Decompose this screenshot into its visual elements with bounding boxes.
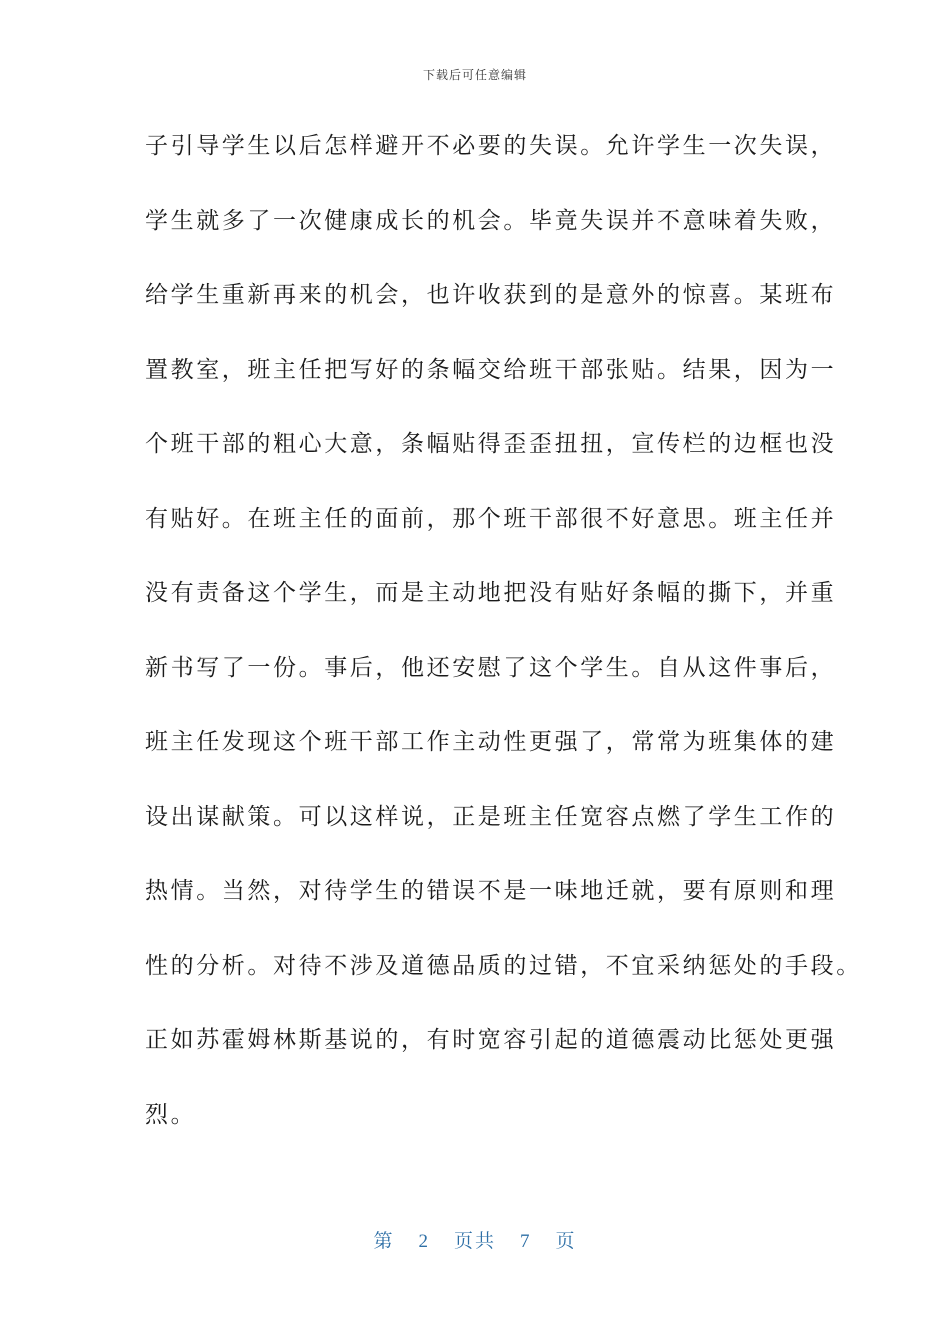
text-line-1: 子引导学生以后怎样避开不必要的失误。允许学生一次失误，: [145, 133, 837, 159]
page-footer: [0, 1226, 950, 1253]
text-line-13: 正如苏霍姆林斯基说的，有时宽容引起的道德震动比惩处更强: [145, 1027, 837, 1053]
text-line-5: 个班干部的粗心大意，条幅贴得歪歪扭扭，宣传栏的边框也没: [145, 431, 837, 457]
text-line-7: 没有责备这个学生，而是主动地把没有贴好条幅的撕下，并重: [145, 580, 837, 606]
text-line-9: 班主任发现这个班干部工作主动性更强了，常常为班集体的建: [145, 729, 837, 755]
current-page-number: 2: [418, 1231, 430, 1252]
page-header-note: 下载后可任意编辑: [422, 68, 527, 82]
text-line-4: 置教室，班主任把写好的条幅交给班干部张贴。结果，因为一: [145, 356, 837, 383]
footer-prefix: 第: [373, 1230, 395, 1252]
text-line-12: 性的分析。对待不涉及道德品质的过错，不宜采纳惩处的手段。: [145, 952, 862, 979]
text-line-3: 给学生重新再来的机会，也许收获到的是意外的惊喜。某班布: [145, 282, 837, 308]
text-line-6: 有贴好。在班主任的面前，那个班干部很不好意思。班主任并: [145, 505, 837, 532]
text-line-10: 设出谋献策。可以这样说，正是班主任宽容点燃了学生工作的: [145, 803, 837, 830]
footer-middle: 页共: [453, 1230, 496, 1252]
text-line-14: 烈。: [145, 1101, 197, 1128]
total-page-number: 7: [520, 1231, 532, 1252]
document-body: [145, 128, 862, 1171]
text-line-8: 新书写了一份。事后，他还安慰了这个学生。自从这件事后，: [145, 654, 837, 681]
footer-suffix: 页: [555, 1230, 577, 1252]
text-line-2: 学生就多了一次健康成长的机会。毕竟失误并不意味着失败，: [145, 207, 837, 234]
text-line-11: 热情。当然，对待学生的错误不是一味地迁就，要有原则和理: [145, 878, 837, 904]
